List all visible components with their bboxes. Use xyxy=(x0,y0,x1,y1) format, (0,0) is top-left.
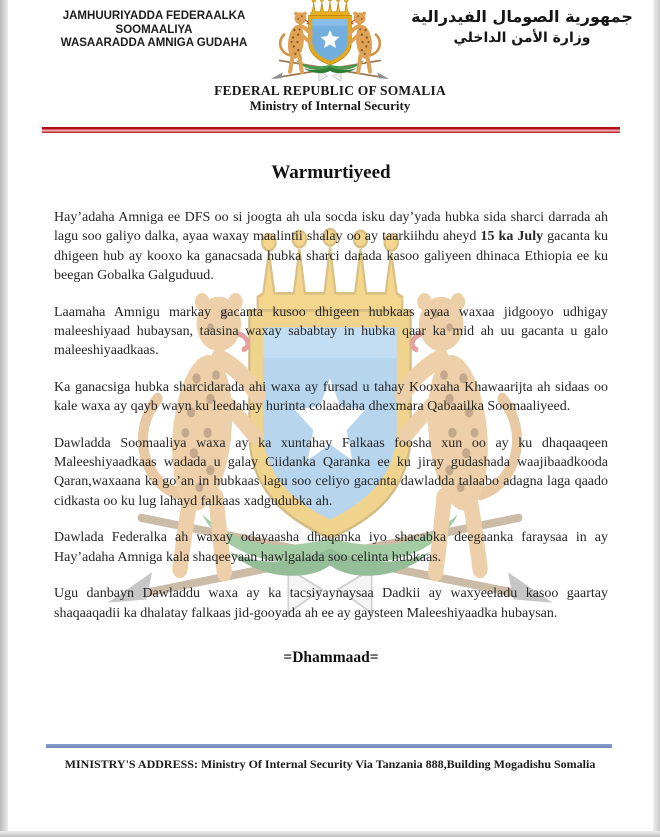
footer-blue-rule xyxy=(46,744,612,748)
org-line-3: WASAARADDA AMNIGA GUDAHA xyxy=(60,37,248,49)
paragraph-1-date-bold: 15 ka July xyxy=(480,229,544,245)
page-edge-right xyxy=(653,0,660,837)
press-release-title: Warmurtiyeed xyxy=(271,162,391,183)
header-red-rule xyxy=(42,127,620,133)
org-line-2: SOOMAALIYA xyxy=(115,23,193,36)
paragraph-4: Dawladda Soomaaliya waxa ay ka xuntahay Falkaas foosha xun oo ay ku dhaqaaqeen Maleeshiyaadkaas wadada u galay Ciidanka Qaranka ee ku jiray gudashada waajibaadkooda Qaran,waxaana ka go’an in hubkaas lagu soo celiyo gacanta dawladda talaabo adagna laga qaado cidkasta oo ku lug lahayd falkaas xadgudubka ah. xyxy=(54,435,608,509)
paragraph-1-text: Hay’adaha Amniga ee DFS oo si joogta ah ula socda isku day’yada hubka sida sharci darrada ah lagu soo galiyo dalka, ayaa waxay maalintii shalay oo ay taarkiihdu aheyd xyxy=(54,210,608,245)
org-line-1: JAMHUURIYADDA FEDERAALKA xyxy=(62,10,246,22)
paragraph-3: Ka ganacsiga hubka sharcidarada ahi waxa ay fursad u tahay Kooxaha Khawaarijta ah sidaas oo kale waxa ay qayb wayn ku leedahay hurinta colaadaha dhexmara Qabaailka Soomaaliyeed. xyxy=(54,379,608,415)
document-body xyxy=(54,162,608,667)
page-edge-bottom xyxy=(0,831,660,837)
arabic-republic-line: جمهورية الصومال الفيدرالية xyxy=(411,7,633,26)
country-name: FEDERAL REPUBLIC OF SOMALIA xyxy=(214,83,446,98)
paragraph-6: Ugu danbayn Dawladdu waxa ay ka tacsiyaynaysaa Dadkii ay waxyeeladu kasoo gaartay shaqaaqadii ka dhalatay falkaas jid-gooyada ah ee ay gaysteen Maleeshiyaadka hubaysan. xyxy=(54,586,608,621)
paragraph-5: Dawlada Federalka ah waxay odayaasha dhaqanka iyo shacabka deegaanka faraysaa in ay Hay’adaha Amniga kala shaqeeyaan hawlgalada soo celinta hubkaas. xyxy=(54,530,608,565)
paragraph-2: Laamaha Amnigu markay gacanta kusoo dhigeen hubkaas ayaa waxaa jidgooyo udhigay maleeshiyaad hubaysan, taasina waxay sababtay in hubka qaar ka mid ah uu gacanta u galo maleeshiyaadkaas. xyxy=(54,304,608,359)
paragraph-1 xyxy=(54,208,608,286)
ministry-name: Ministry of Internal Security xyxy=(249,98,411,113)
closing-dhammaad: =Dhammaad= xyxy=(283,648,379,666)
somalia-coat-of-arms-emblem xyxy=(256,0,404,85)
page-edge-left xyxy=(0,0,8,837)
ministry-address: MINISTRY'S ADDRESS: Ministry Of Internal Security Via Tanzania 888,Building Mogadishu Somalia xyxy=(64,757,596,771)
arabic-ministry-line: وزارة الأمن الداخلي xyxy=(453,30,591,46)
letterhead-somali xyxy=(30,10,278,51)
letterhead-arabic xyxy=(398,6,646,48)
paragraph-1-text-cont: gacanta ku dhigeen hub ay kooxo ka ganacsada hubka sharci darada kasoo galiyeen dhinaca Ethiopia ee ku beegan Gobalka Galguduud. xyxy=(54,229,608,284)
